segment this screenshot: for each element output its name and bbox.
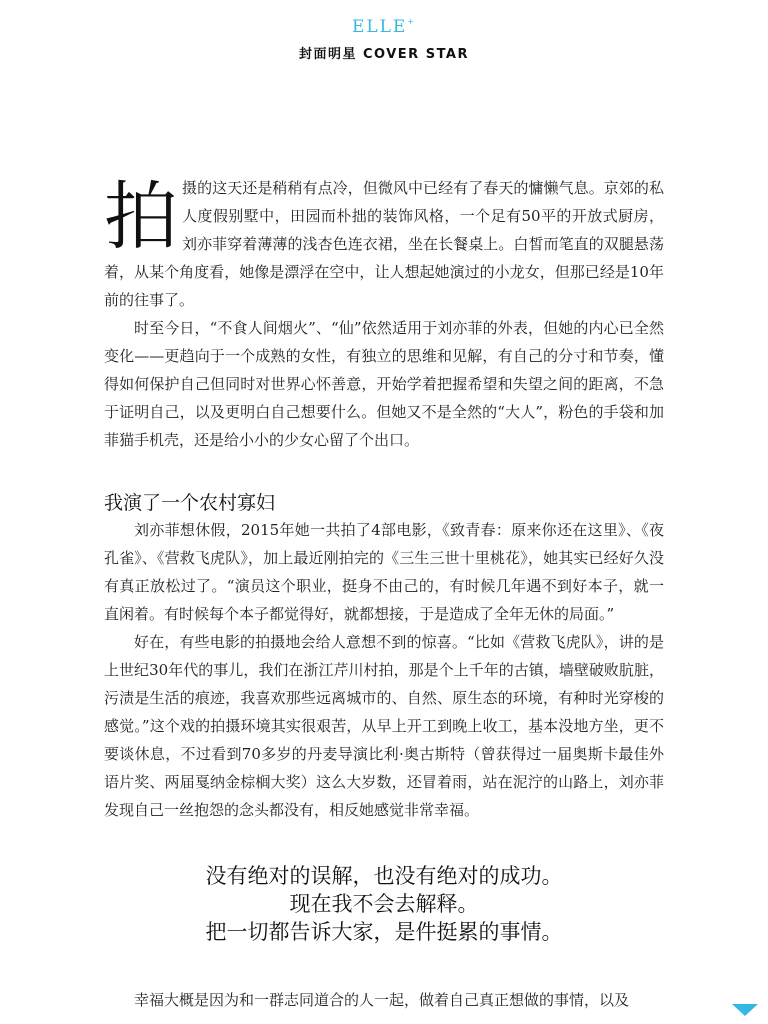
paragraph-intro: 摄的这天还是稍稍有点冷，但微风中已经有了春天的慵懒气息。京郊的私人度假别墅中，田园而朴拙的装饰风格，一个足有50平的开放式厨房，刘亦菲穿着薄薄的浅杏色连衣裙，坐在长餐桌上。白皙而笔直的双腿悬荡着，从某个角度看，她像是漂浮在空中，让人想起她演过的小龙女，但那已经是10年前的往事了。 — [104, 179, 664, 309]
logo-plus: + — [407, 17, 417, 26]
section-label: 封面明星 COVER STAR — [298, 47, 470, 62]
article-body — [104, 174, 664, 824]
pull-quote-line: 没有绝对的误解，也没有绝对的成功。 — [205, 864, 563, 888]
pull-quote-line: 把一切都告诉大家，是件挺累的事情。 — [205, 920, 563, 944]
elle-logo — [0, 12, 768, 37]
continued-text — [104, 986, 664, 1014]
logo-text: ELLE — [351, 17, 408, 37]
paragraph: 幸福大概是因为和一群志同道合的人一起，做着自己真正想做的事情，以及 — [134, 991, 630, 1009]
paragraph: 好在，有些电影的拍摄地会给人意想不到的惊喜。“比如《营救飞虎队》，讲的是上世纪30年代的事儿，我们在浙江芹川村拍，那是个上千年的古镇，墙壁破败肮脏，污渍是生活的痕迹，我喜欢那些远离城市的、自然、原生态的环境，有种时光穿梭的感觉。”这个戏的拍摄环境其实很艰苦，从早上开工到晚上收工，基本没地方坐，更不要谈休息，不过看到70多岁的丹麦导演比利·奥古斯特（曾获得过一届奥斯卡最佳外语片奖、两届戛纳金棕榈大奖）这么大岁数，还冒着雨，站在泥泞的山路上，刘亦菲发现自己一丝抱怨的念头都没有，相反她感觉非常幸福。 — [104, 633, 664, 819]
paragraph: 时至今日，“不食人间烟火”、“仙”依然适用于刘亦菲的外表，但她的内心已全然变化——更趋向于一个成熟的女性，有独立的思维和见解，有自己的分寸和节奏，懂得如何保护自己但同时对世界心怀善意，开始学着把握希望和失望之间的距离，不急于证明自己，以及更明白自己想要什么。但她又不是全然的“大人”，粉色的手袋和加菲猫手机壳，还是给小小的少女心留了个出口。 — [104, 319, 664, 449]
subheading: 我演了一个农村寡妇 — [104, 492, 276, 514]
pull-quote-line: 现在我不会去解释。 — [289, 892, 479, 916]
pull-quote — [0, 862, 768, 946]
drop-cap: 拍 — [104, 174, 178, 260]
page-header — [0, 12, 768, 62]
chevron-down-icon[interactable] — [732, 1004, 758, 1016]
paragraph: 刘亦菲想休假，2015年她一共拍了4部电影，《致青春：原来你还在这里》、《夜孔雀》、《营救飞虎队》，加上最近刚拍完的《三生三世十里桃花》，她其实已经好久没有真正放松过了。“演员这个职业，挺身不由己的，有时候几年遇不到好本子，就一直闲着。有时候每个本子都觉得好，就都想接，于是造成了全年无休的局面。” — [104, 521, 664, 623]
